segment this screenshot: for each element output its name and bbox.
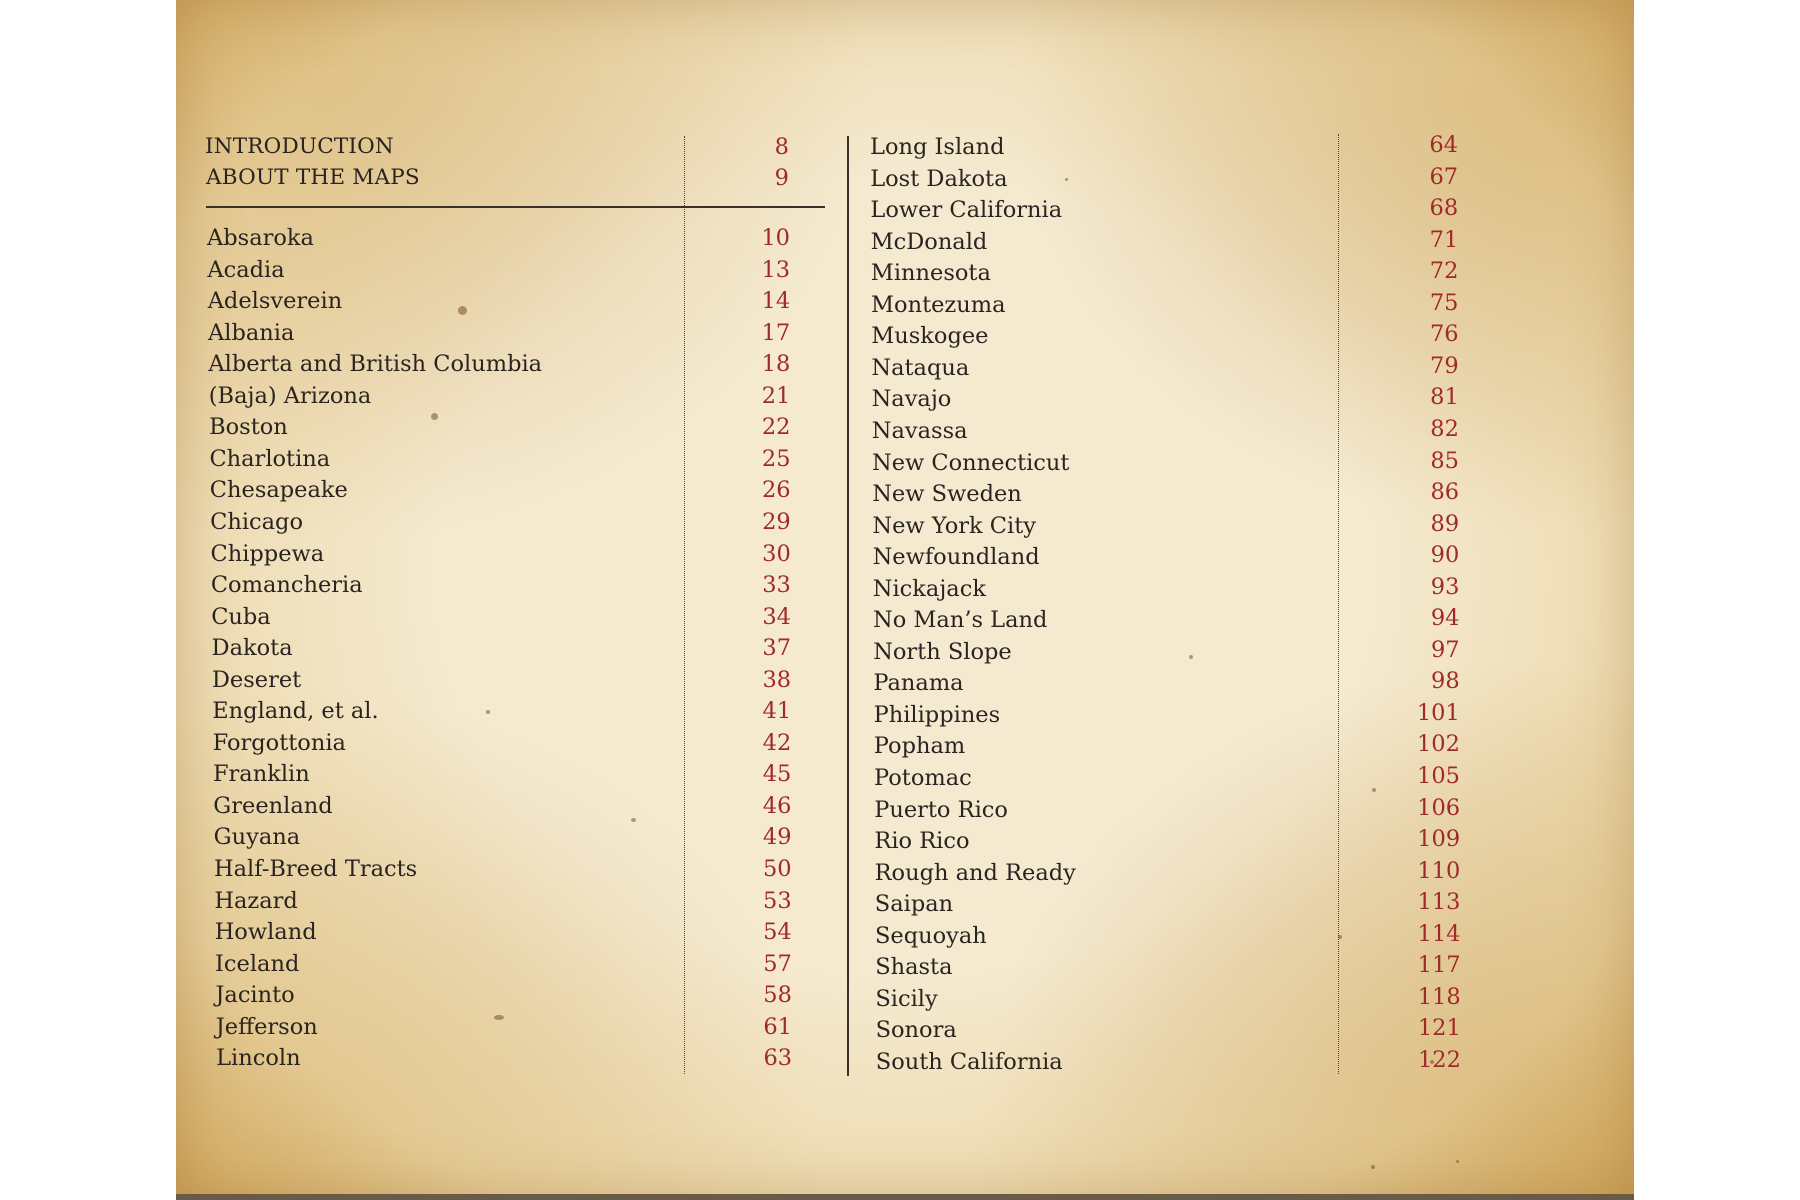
toc-entry-page: 25 bbox=[761, 445, 791, 472]
toc-entry-page: 58 bbox=[763, 982, 792, 1009]
toc-entry-title[interactable]: Chippewa bbox=[210, 540, 325, 567]
toc-entry-page: 50 bbox=[762, 856, 792, 882]
toc-front-matter-title[interactable]: ABOUT THE MAPS bbox=[206, 165, 420, 190]
toc-entry-page: 17 bbox=[761, 319, 791, 346]
toc-entry-title[interactable]: Lower California bbox=[870, 197, 1063, 224]
toc-entry-page: 30 bbox=[762, 540, 791, 567]
toc-entry-title[interactable]: Guyana bbox=[213, 824, 301, 851]
toc-entry-page: 86 bbox=[1430, 479, 1460, 506]
toc-entry-page: 118 bbox=[1417, 983, 1461, 1010]
toc-entry-title[interactable]: New Connecticut bbox=[872, 449, 1070, 476]
toc-entry-title[interactable]: Hazard bbox=[214, 887, 298, 914]
toc-entry-page: 67 bbox=[1429, 163, 1459, 190]
paper-speck bbox=[1065, 178, 1068, 181]
toc-entry-page: 37 bbox=[762, 635, 792, 662]
toc-entry-page: 105 bbox=[1417, 763, 1460, 789]
toc-entry-title[interactable]: Navassa bbox=[871, 417, 968, 444]
paper-speck bbox=[1456, 1160, 1459, 1163]
toc-front-matter-title[interactable]: INTRODUCTION bbox=[205, 134, 394, 159]
toc-entry-page: 98 bbox=[1431, 668, 1460, 695]
toc-entry-page: 10 bbox=[761, 225, 790, 251]
toc-entry-title[interactable]: Cuba bbox=[211, 603, 271, 630]
paper-speck bbox=[431, 413, 438, 420]
paper-speck bbox=[1372, 788, 1376, 792]
toc-entry-title[interactable]: Sonora bbox=[875, 1017, 957, 1044]
toc-entry-title[interactable]: (Baja) Arizona bbox=[208, 382, 372, 409]
toc-entry-page: 33 bbox=[762, 572, 791, 599]
left-column-solid-rule bbox=[847, 136, 849, 1076]
toc-entry-page: 13 bbox=[761, 256, 791, 283]
toc-entry-title[interactable]: Minnesota bbox=[870, 260, 991, 287]
toc-entry-title[interactable]: Jacinto bbox=[215, 982, 295, 1009]
paper-speck bbox=[486, 710, 490, 714]
toc-entry-page: 64 bbox=[1429, 132, 1458, 158]
toc-entry-title[interactable]: Adelsverein bbox=[207, 288, 343, 315]
toc-entry-page: 34 bbox=[762, 603, 791, 630]
toc-entry-page: 93 bbox=[1430, 573, 1460, 600]
left-column-dotted-rule bbox=[684, 136, 685, 1074]
toc-entry-page: 29 bbox=[762, 508, 791, 535]
paper-speck bbox=[494, 1015, 504, 1020]
toc-front-matter-page: 8 bbox=[774, 134, 789, 160]
toc-entry-page: 113 bbox=[1417, 889, 1461, 916]
toc-entry-title[interactable]: Greenland bbox=[213, 792, 333, 819]
toc-entry-title[interactable]: Albania bbox=[208, 319, 295, 346]
toc-entry-title[interactable]: Alberta and British Columbia bbox=[208, 351, 543, 378]
toc-entry-page: 82 bbox=[1430, 415, 1459, 442]
toc-entry-title[interactable]: Sicily bbox=[875, 985, 938, 1012]
toc-entry-page: 53 bbox=[763, 887, 792, 914]
toc-entry-title[interactable]: Iceland bbox=[215, 950, 300, 977]
toc-entry-page: 68 bbox=[1429, 195, 1459, 222]
toc-entry-title[interactable]: New Sweden bbox=[872, 481, 1022, 508]
front-matter-separator bbox=[206, 206, 825, 208]
toc-entry-title[interactable]: Acadia bbox=[207, 256, 285, 283]
page-edge bbox=[176, 1194, 1634, 1200]
toc-entry-title[interactable]: Half-Breed Tracts bbox=[214, 856, 418, 882]
paper-speck bbox=[458, 306, 467, 315]
toc-entry-page: 14 bbox=[761, 288, 791, 315]
toc-entry-title[interactable]: Nickajack bbox=[872, 575, 986, 602]
paper-speck bbox=[1189, 655, 1193, 659]
toc-entry-page: 72 bbox=[1429, 258, 1459, 285]
toc-entry-page: 102 bbox=[1416, 731, 1460, 758]
toc-entry-page: 109 bbox=[1417, 826, 1461, 853]
toc-entry-title[interactable]: Saipan bbox=[874, 891, 954, 918]
toc-entry-page: 63 bbox=[763, 1045, 793, 1072]
toc-entry-title[interactable]: England, et al. bbox=[212, 698, 379, 725]
toc-entry-title[interactable]: Jefferson bbox=[215, 1013, 318, 1040]
toc-entry-page: 76 bbox=[1429, 321, 1459, 348]
toc-entry-page: 26 bbox=[761, 477, 791, 504]
toc-entry-title[interactable]: Long Island bbox=[870, 134, 1005, 160]
toc-entry-title[interactable]: Deseret bbox=[211, 666, 302, 693]
toc-entry-title[interactable]: Boston bbox=[209, 414, 288, 441]
right-column-dotted-rule bbox=[1338, 134, 1339, 1074]
toc-entry-title[interactable]: South California bbox=[875, 1048, 1063, 1075]
toc-entry-title[interactable]: Rio Rico bbox=[874, 828, 970, 855]
toc-entry-page: 90 bbox=[1430, 542, 1460, 569]
toc-entry-page: 81 bbox=[1430, 384, 1459, 411]
toc-entry-title[interactable]: Rough and Ready bbox=[874, 859, 1076, 886]
toc-entry-page: 117 bbox=[1417, 952, 1461, 979]
toc-entry-title[interactable]: Dakota bbox=[211, 635, 293, 662]
toc-entry-title[interactable]: Franklin bbox=[212, 761, 310, 788]
toc-entry-page: 71 bbox=[1429, 226, 1459, 253]
toc-entry-title[interactable]: New York City bbox=[872, 512, 1036, 539]
toc-entry-title[interactable]: Howland bbox=[214, 919, 317, 946]
toc-front-matter-page: 9 bbox=[774, 165, 789, 191]
toc-entry-title[interactable]: Comancheria bbox=[210, 572, 363, 599]
toc-entry-page: 41 bbox=[762, 698, 792, 725]
toc-entry-page: 122 bbox=[1417, 1046, 1461, 1073]
toc-entry-title[interactable]: Lincoln bbox=[216, 1045, 301, 1072]
toc-entry-title[interactable]: Muskogee bbox=[871, 323, 989, 350]
toc-entry-page: 114 bbox=[1417, 920, 1461, 947]
toc-entry-page: 106 bbox=[1417, 794, 1461, 821]
toc-entry-title[interactable]: Chicago bbox=[210, 508, 304, 535]
toc-entry-page: 18 bbox=[761, 351, 791, 378]
toc-entry-page: 46 bbox=[762, 792, 792, 819]
toc-entry-page: 94 bbox=[1430, 605, 1460, 632]
paper-speck bbox=[631, 818, 636, 822]
toc-entry-title[interactable]: Popham bbox=[873, 733, 966, 760]
toc-entry-title[interactable]: North Slope bbox=[873, 638, 1012, 665]
toc-entry-title[interactable]: Panama bbox=[873, 670, 964, 697]
toc-entry-title[interactable]: Absaroka bbox=[207, 225, 314, 251]
toc-entry-page: 38 bbox=[762, 666, 792, 693]
toc-entry-page: 61 bbox=[763, 1013, 792, 1040]
toc-entry-page: 79 bbox=[1430, 352, 1459, 379]
paper-speck bbox=[1371, 1165, 1375, 1169]
toc-entry-title[interactable]: Philippines bbox=[873, 701, 1001, 728]
toc-entry-page: 89 bbox=[1430, 510, 1460, 537]
toc-entry-title[interactable]: McDonald bbox=[870, 228, 988, 255]
toc-entry-title[interactable]: Chesapeake bbox=[209, 477, 348, 504]
toc-entry-title[interactable]: Newfoundland bbox=[872, 544, 1040, 571]
toc-entry-title[interactable]: Montezuma bbox=[871, 291, 1006, 318]
toc-entry-title[interactable]: Nataqua bbox=[871, 354, 970, 381]
toc-entry-page: 54 bbox=[763, 919, 792, 946]
toc-entry-page: 85 bbox=[1430, 447, 1459, 474]
toc-entry-page: 110 bbox=[1417, 857, 1461, 884]
toc-entry-page: 97 bbox=[1430, 636, 1460, 663]
toc-entry-page: 49 bbox=[762, 824, 792, 851]
toc-entry-page: 57 bbox=[763, 950, 792, 977]
toc-entry-page: 42 bbox=[762, 729, 792, 756]
toc-entry-title[interactable]: Puerto Rico bbox=[874, 796, 1008, 823]
toc-entry-title[interactable]: Potomac bbox=[874, 765, 972, 791]
toc-entry-title[interactable]: Forgottonia bbox=[212, 729, 346, 756]
toc-entry-title[interactable]: Navajo bbox=[871, 386, 952, 413]
toc-entry-page: 45 bbox=[762, 761, 792, 788]
toc-entry-page: 101 bbox=[1416, 699, 1460, 726]
toc-entry-title[interactable]: Sequoyah bbox=[875, 922, 987, 949]
toc-entry-page: 121 bbox=[1417, 1015, 1461, 1042]
toc-entry-title[interactable]: Shasta bbox=[875, 954, 953, 981]
toc-entry-title[interactable]: No Man’s Land bbox=[873, 607, 1048, 634]
toc-entry-page: 75 bbox=[1429, 289, 1459, 316]
toc-entry-title[interactable]: Charlotina bbox=[209, 445, 331, 472]
toc-entry-page: 21 bbox=[761, 382, 791, 409]
toc-entry-page: 22 bbox=[761, 414, 791, 441]
toc-entry-title[interactable]: Lost Dakota bbox=[870, 165, 1008, 192]
